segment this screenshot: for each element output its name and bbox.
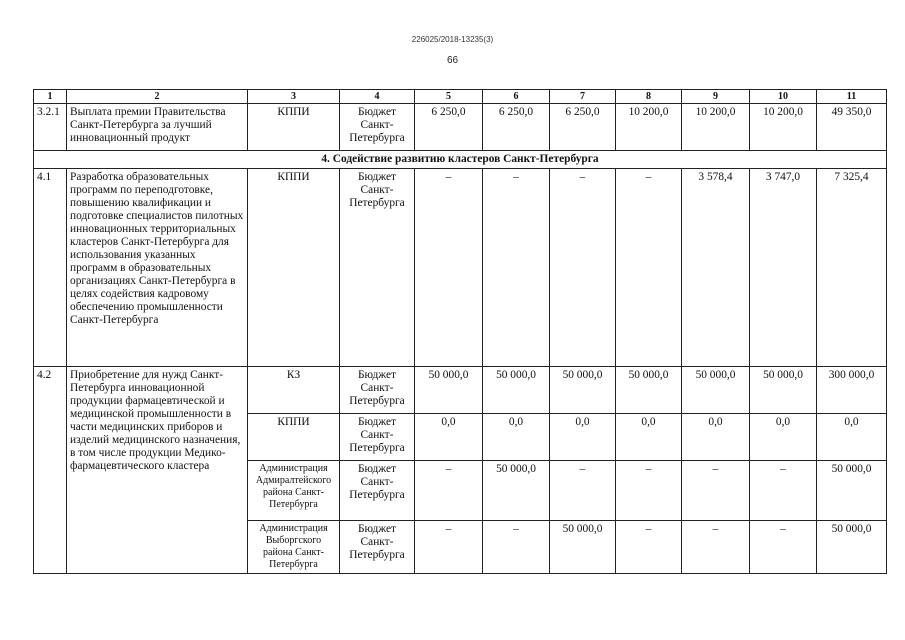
- value-cell: –: [415, 521, 483, 574]
- value-cell: 50 000,0: [750, 367, 817, 414]
- value-cell: 50 000,0: [616, 367, 682, 414]
- column-number-row: [34, 90, 887, 104]
- table-row: [34, 104, 887, 151]
- row-number: 4.2: [34, 367, 67, 574]
- value-cell: 3 747,0: [750, 169, 817, 367]
- value-cell: –: [415, 169, 483, 367]
- value-cell: 0,0: [750, 414, 817, 461]
- measure-name: Разработка образовательных программ по переподготовке, повышению квалификации и подготовке специалистов пилотных инновационных территориальных кластеров Санкт-Петербурга для использования указанных программ в образовательных организациях Санкт-Петербурга в целях содействия кадровому обеспечению промышленности Санкт-Петербурга: [67, 169, 248, 367]
- value-cell: 50 000,0: [415, 367, 483, 414]
- value-cell: 49 350,0: [817, 104, 887, 151]
- column-number: 1: [34, 90, 67, 104]
- value-cell: 300 000,0: [817, 367, 887, 414]
- value-cell: 50 000,0: [483, 367, 550, 414]
- column-number: 9: [682, 90, 750, 104]
- value-cell: –: [682, 521, 750, 574]
- executor: КЗ: [248, 367, 340, 414]
- value-cell: 10 200,0: [750, 104, 817, 151]
- measure-name: Приобретение для нужд Санкт-Петербурга инновационной продукции фармацевтической и медицинской промышленности в части медицинских приборов и изделий медицинского назначения, в том числе продукции Медико-фармацевтического кластера: [67, 367, 248, 574]
- value-cell: 0,0: [550, 414, 616, 461]
- value-cell: 50 000,0: [682, 367, 750, 414]
- value-cell: 6 250,0: [483, 104, 550, 151]
- column-number: 2: [67, 90, 248, 104]
- value-cell: 50 000,0: [817, 521, 887, 574]
- value-cell: 0,0: [682, 414, 750, 461]
- value-cell: 50 000,0: [550, 521, 616, 574]
- executor: КППИ: [248, 169, 340, 367]
- value-cell: –: [750, 521, 817, 574]
- value-cell: 50 000,0: [483, 461, 550, 521]
- column-number: 4: [340, 90, 415, 104]
- column-number: 6: [483, 90, 550, 104]
- column-number: 10: [750, 90, 817, 104]
- funding-source: Бюджет Санкт-Петербурга: [340, 169, 415, 367]
- funding-source: Бюджет Санкт-Петербурга: [340, 521, 415, 574]
- column-number: 3: [248, 90, 340, 104]
- column-number: 8: [616, 90, 682, 104]
- value-cell: –: [483, 169, 550, 367]
- document-id: 226025/2018-13235(3): [411, 35, 494, 44]
- value-cell: 50 000,0: [817, 461, 887, 521]
- table-row: [34, 169, 887, 367]
- funding-source: Бюджет Санкт-Петербурга: [340, 367, 415, 414]
- page-number: 66: [446, 55, 459, 66]
- value-cell: –: [750, 461, 817, 521]
- value-cell: 0,0: [415, 414, 483, 461]
- value-cell: –: [483, 521, 550, 574]
- value-cell: –: [550, 169, 616, 367]
- executor: КППИ: [248, 414, 340, 461]
- funding-source: Бюджет Санкт-Петербурга: [340, 104, 415, 151]
- executor: Администрация Адмиралтейского района Санкт-Петербурга: [248, 461, 340, 521]
- value-cell: 50 000,0: [550, 367, 616, 414]
- funding-source: Бюджет Санкт-Петербурга: [340, 461, 415, 521]
- section-row: [34, 151, 887, 169]
- value-cell: 3 578,4: [682, 169, 750, 367]
- row-number: 3.2.1: [34, 104, 67, 151]
- value-cell: 0,0: [483, 414, 550, 461]
- value-cell: 10 200,0: [616, 104, 682, 151]
- executor: КППИ: [248, 104, 340, 151]
- value-cell: 0,0: [817, 414, 887, 461]
- value-cell: –: [415, 461, 483, 521]
- measure-name: Выплата премии Правительства Санкт-Петербурга за лучший инновационный продукт: [67, 104, 248, 151]
- section-title: 4. Содействие развитию кластеров Санкт-Петербурга: [34, 151, 887, 169]
- value-cell: –: [616, 169, 682, 367]
- budget-table: [33, 89, 887, 574]
- row-number: 4.1: [34, 169, 67, 367]
- value-cell: –: [550, 461, 616, 521]
- value-cell: 7 325,4: [817, 169, 887, 367]
- value-cell: –: [616, 461, 682, 521]
- value-cell: 6 250,0: [550, 104, 616, 151]
- value-cell: 10 200,0: [682, 104, 750, 151]
- column-number: 5: [415, 90, 483, 104]
- value-cell: –: [682, 461, 750, 521]
- column-number: 7: [550, 90, 616, 104]
- executor: Администрация Выборгского района Санкт-Петербурга: [248, 521, 340, 574]
- value-cell: –: [616, 521, 682, 574]
- value-cell: 6 250,0: [415, 104, 483, 151]
- funding-source: Бюджет Санкт-Петербурга: [340, 414, 415, 461]
- value-cell: 0,0: [616, 414, 682, 461]
- column-number: 11: [817, 90, 887, 104]
- table-row: [34, 367, 887, 414]
